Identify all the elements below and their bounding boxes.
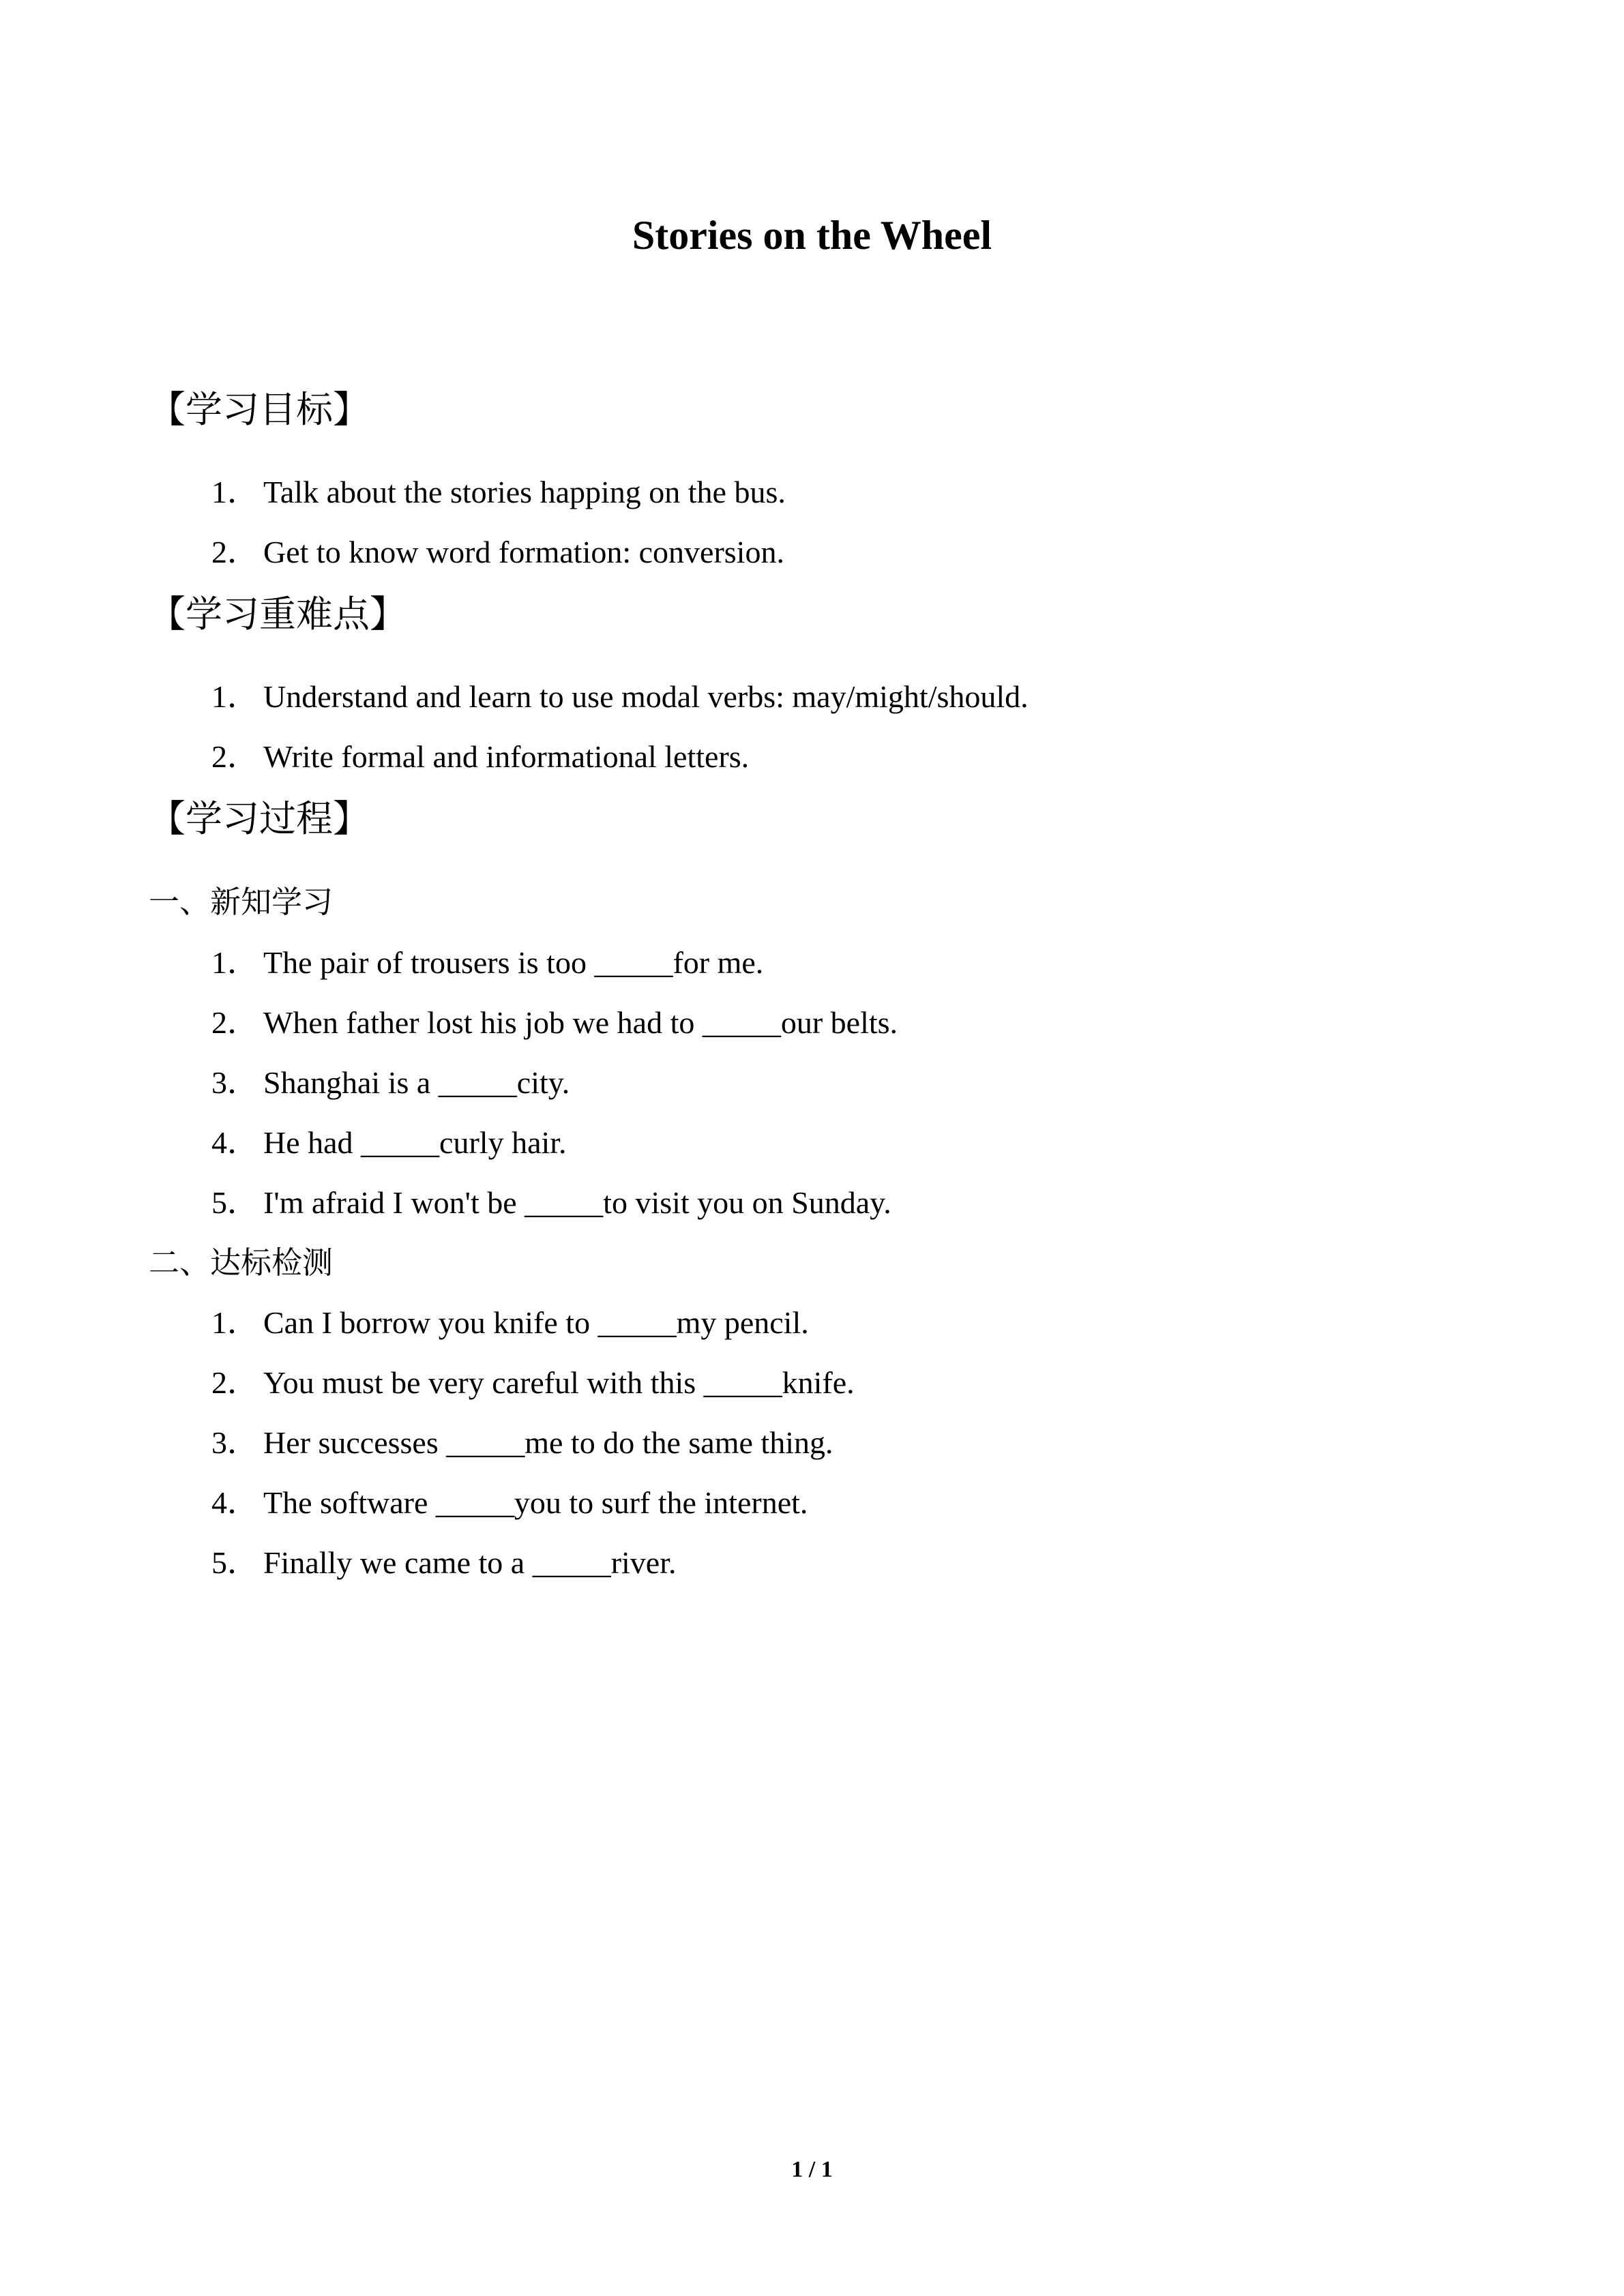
item-text: Understand and learn to use modal verbs: may/might/should. — [263, 679, 1029, 714]
item-number: 2． — [211, 739, 259, 774]
item-text: The software _____you to surf the internet. — [263, 1485, 808, 1520]
subsection-heading-assessment: 二、达标检测 — [149, 1244, 334, 1281]
item-text: Finally we came to a _____river. — [263, 1545, 677, 1580]
item-number: 2． — [211, 535, 259, 569]
subsection-heading-new-knowledge: 一、新知学习 — [149, 884, 334, 920]
item-text: I'm afraid I won't be _____to visit you on Sunday. — [263, 1185, 891, 1220]
item-text: Her successes _____me to do the same thing. — [263, 1425, 833, 1460]
page-number: 1 / 1 — [791, 2157, 833, 2182]
list-item — [211, 1542, 677, 1583]
list-item — [211, 676, 1029, 717]
item-text: Shanghai is a _____city. — [263, 1065, 570, 1100]
item-number: 3． — [211, 1425, 259, 1460]
list-item — [211, 472, 786, 513]
item-text: Talk about the stories happing on the bus. — [263, 475, 786, 509]
list-item — [211, 942, 763, 983]
item-number: 4． — [211, 1485, 259, 1520]
item-number: 4． — [211, 1125, 259, 1160]
item-text: Can I borrow you knife to _____my pencil. — [263, 1305, 809, 1340]
list-item — [211, 1362, 855, 1403]
item-number: 1． — [211, 945, 259, 980]
item-number: 1． — [211, 475, 259, 509]
section-heading-process: 【学习过程】 — [149, 797, 370, 840]
list-item — [211, 1002, 898, 1043]
item-number: 5． — [211, 1545, 259, 1580]
list-item — [211, 1302, 809, 1343]
item-number: 3． — [211, 1065, 259, 1100]
list-item — [211, 532, 784, 573]
item-text: Get to know word formation: conversion. — [263, 535, 784, 569]
item-number: 1． — [211, 679, 259, 714]
item-text: When father lost his job we had to _____our belts. — [263, 1005, 898, 1040]
item-text: You must be very careful with this _____knife. — [263, 1365, 855, 1400]
item-number: 2． — [211, 1365, 259, 1400]
list-item — [211, 1062, 570, 1103]
item-text: He had _____curly hair. — [263, 1125, 567, 1160]
document-title: Stories on the Wheel — [632, 213, 992, 258]
list-item — [211, 1122, 567, 1163]
section-heading-key-points: 【学习重难点】 — [149, 593, 407, 636]
list-item — [211, 1482, 808, 1523]
item-number: 1． — [211, 1305, 259, 1340]
list-item — [211, 736, 749, 777]
list-item — [211, 1182, 891, 1223]
list-item — [211, 1422, 833, 1463]
item-number: 5． — [211, 1185, 259, 1220]
item-text: Write formal and informational letters. — [263, 739, 750, 774]
item-text: The pair of trousers is too _____for me. — [263, 945, 764, 980]
item-number: 2． — [211, 1005, 259, 1040]
section-heading-objectives: 【学习目标】 — [149, 388, 370, 431]
